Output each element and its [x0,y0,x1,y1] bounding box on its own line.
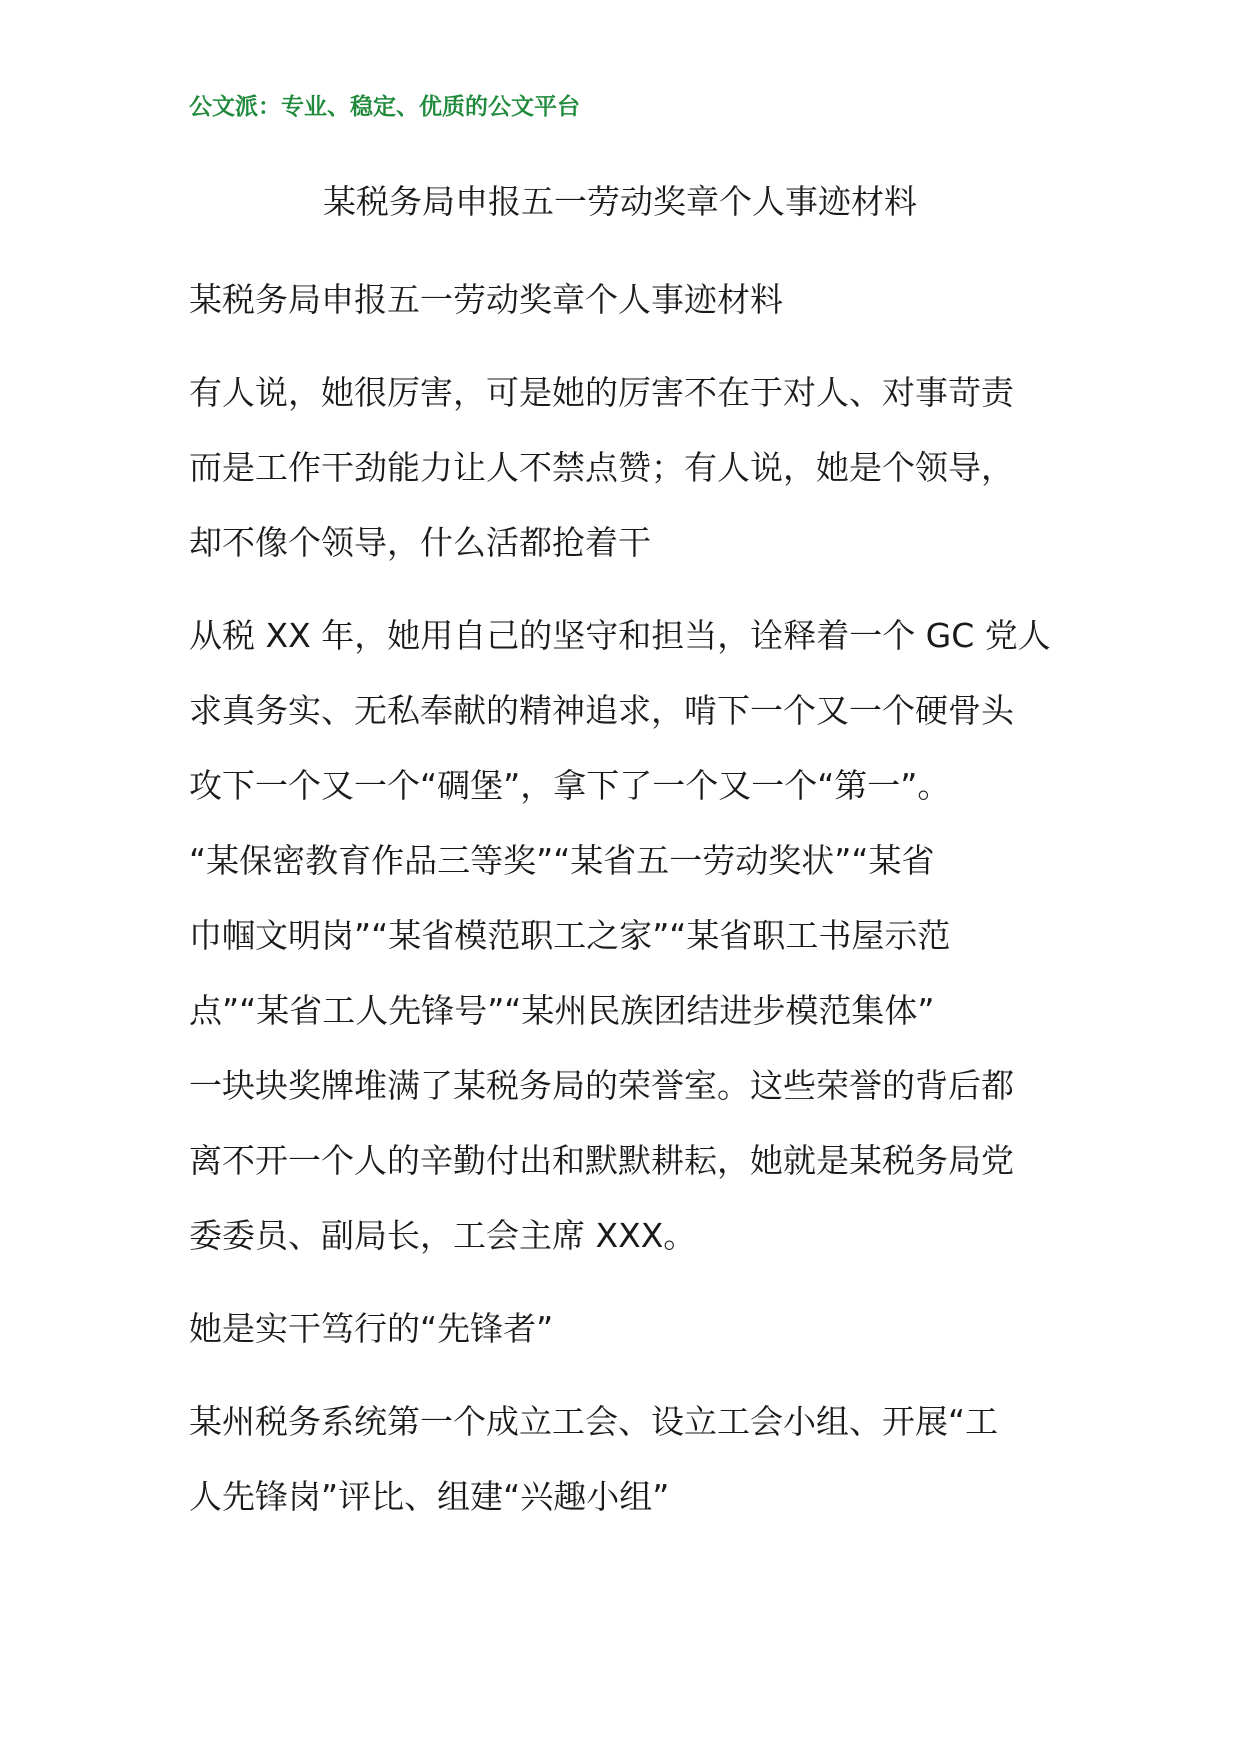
document-body [189,262,1069,1552]
text-line: 她是实干笃行的“先锋者” [189,1309,554,1348]
text-line: 求真务实、无私奉献的精神追求，啃下一个又一个硬骨头 [189,691,1014,730]
text-line: 一块块奖牌堆满了某税务局的荣誉室。这些荣誉的背后都 [189,1066,1014,1105]
text-line: 某税务局申报五一劳动奖章个人事迹材料 [189,280,783,319]
text-line: “某保密教育作品三等奖”“某省五一劳动奖状”“某省 [189,841,935,880]
text-line: 攻下一个又一个“碉堡”，拿下了一个又一个“第一”。 [189,766,951,805]
text-line: 巾帼文明岗”“某省模范职工之家”“某省职工书屋示范 [189,916,951,955]
document-title: 某税务局申报五一劳动奖章个人事迹材料 [323,182,917,221]
text-line: 人先锋岗”评比、组建“兴趣小组” [189,1477,670,1516]
paragraph-section-heading [189,1291,1069,1366]
text-line: 某州税务系统第一个成立工会、设立工会小组、开展“工 [189,1402,999,1441]
text-line: 有人说，她很厉害，可是她的厉害不在于对人、对事苛责 [189,373,1014,412]
text-line: 从税 XX 年，她用自己的坚守和担当，诠释着一个 GC 党人 [189,616,1051,655]
text-line: 却不像个领导，什么活都抢着干 [189,523,651,562]
paragraph-firsts [189,1384,1069,1534]
paragraph-honors [189,598,1069,1273]
text-line: 离不开一个人的辛勤付出和默默耕耘，她就是某税务局党 [189,1141,1014,1180]
paragraph-intro [189,355,1069,580]
text-line: 委委员、副局长，工会主席 XXX。 [189,1216,697,1255]
text-line: 而是工作干劲能力让人不禁点赞；有人说，她是个领导， [189,448,1014,487]
header-brand: 公文派：专业、稳定、优质的公文平台 [189,93,580,120]
text-line: 点”“某省工人先锋号”“某州民族团结进步模范集体” [189,991,935,1030]
paragraph-subtitle [189,262,1069,337]
